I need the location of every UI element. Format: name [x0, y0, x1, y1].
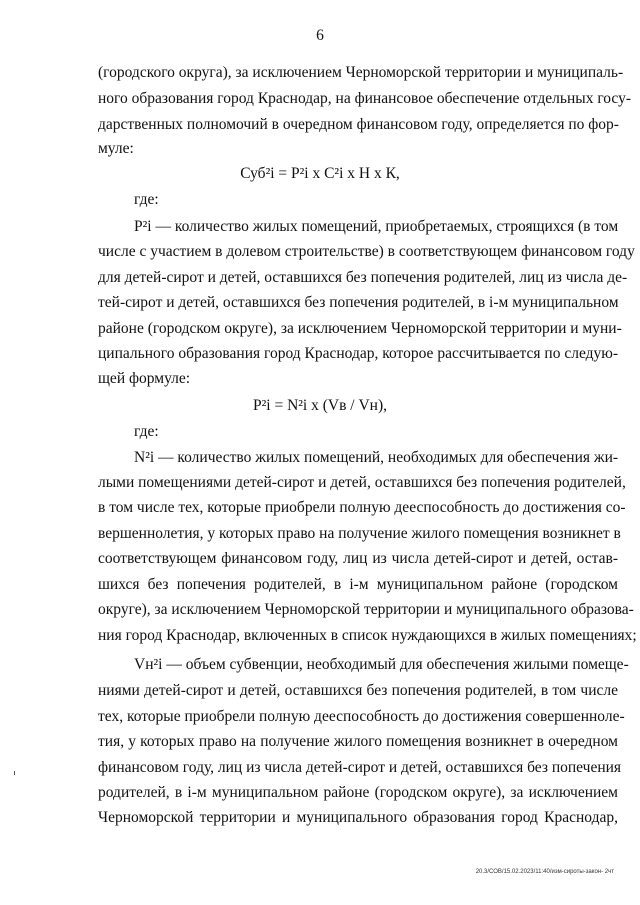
where-label: где: [134, 423, 159, 440]
body-line: в том числе тех, которые приобрели полную дееспособность до достижения со- [98, 499, 626, 516]
body-line: округе), за исключением Черноморской территории и муниципального образова- [98, 601, 634, 618]
body-line: для детей-сирот и детей, оставшихся без попечения родителей, лиц из числа де- [98, 269, 628, 286]
body-line: (городского округа), за исключением Черноморской территории и муниципаль- [98, 64, 624, 81]
body-line: Черноморской территории и муниципального образования город Краснодар, [98, 809, 618, 826]
body-line: ципального образования город Краснодар, которое рассчитывается по следую- [98, 345, 618, 362]
body-line: финансовом году, лиц из числа детей-сирот и детей, оставшихся без попечения [98, 759, 622, 776]
body-line: тей-сирот и детей, оставшихся без попечения родителей, в i-м муниципальном [98, 294, 619, 311]
body-line: дарственных полномочий в очередном финансовом году, определяется по фор- [98, 116, 619, 133]
body-line: N²i — количество жилых помещений, необходимых для обеспечения жи- [134, 449, 619, 466]
page-number: 6 [316, 27, 324, 44]
body-line: шихся без попечения родителей, в i-м муниципальном районе (городском [98, 576, 618, 593]
formula-p2i: Р²i = N²i x (Vв / Vн), [253, 397, 387, 414]
body-line: соответствующем финансовом году, лиц из числа детей-сирот и детей, остав- [98, 550, 618, 567]
body-line: муле: [98, 140, 134, 157]
document-footer-code: 20.3/СОВ/15.02.2023/11:40/изм-сироты-закон- 2чт [475, 869, 614, 875]
body-line: районе (городском округе), за исключением Черноморской территории и муни- [98, 320, 622, 337]
body-line: числе с участием в долевом строительстве) в соответствующем финансовом году [98, 243, 635, 260]
body-line: ния город Краснодар, включенных в список нуждающихся в жилых помещениях; [98, 627, 637, 644]
body-line: ниями детей-сирот и детей, оставшихся без попечения родителей, в том числе [98, 682, 618, 699]
body-line: тех, которые приобрели полную дееспособность до достижения совершенноле- [98, 708, 625, 725]
body-line: Vн²i — объем субвенции, необходимый для обеспечения жилыми помеще- [134, 656, 629, 673]
body-line: родителей, в i-м муниципальном районе (городском округе), за исключением [98, 784, 618, 801]
body-line: вершеннолетия, у которых право на получение жилого помещения возникнет в [98, 525, 621, 542]
formula-subvention: Суб²i = Р²i x С²i x Н x К, [240, 165, 400, 182]
scan-mark [14, 771, 15, 775]
where-label: где: [134, 191, 159, 208]
body-line: ного образования город Краснодар, на финансовое обеспечение отдельных госу- [98, 90, 632, 107]
body-line: тия, у которых право на получение жилого помещения возникнет в очередном [98, 733, 618, 750]
body-line: щей формуле: [98, 370, 191, 387]
body-line: Р²i — количество жилых помещений, приобретаемых, строящихся (в том [134, 218, 619, 235]
body-line: лыми помещениями детей-сирот и детей, оставшихся без попечения родителей, [98, 474, 626, 491]
